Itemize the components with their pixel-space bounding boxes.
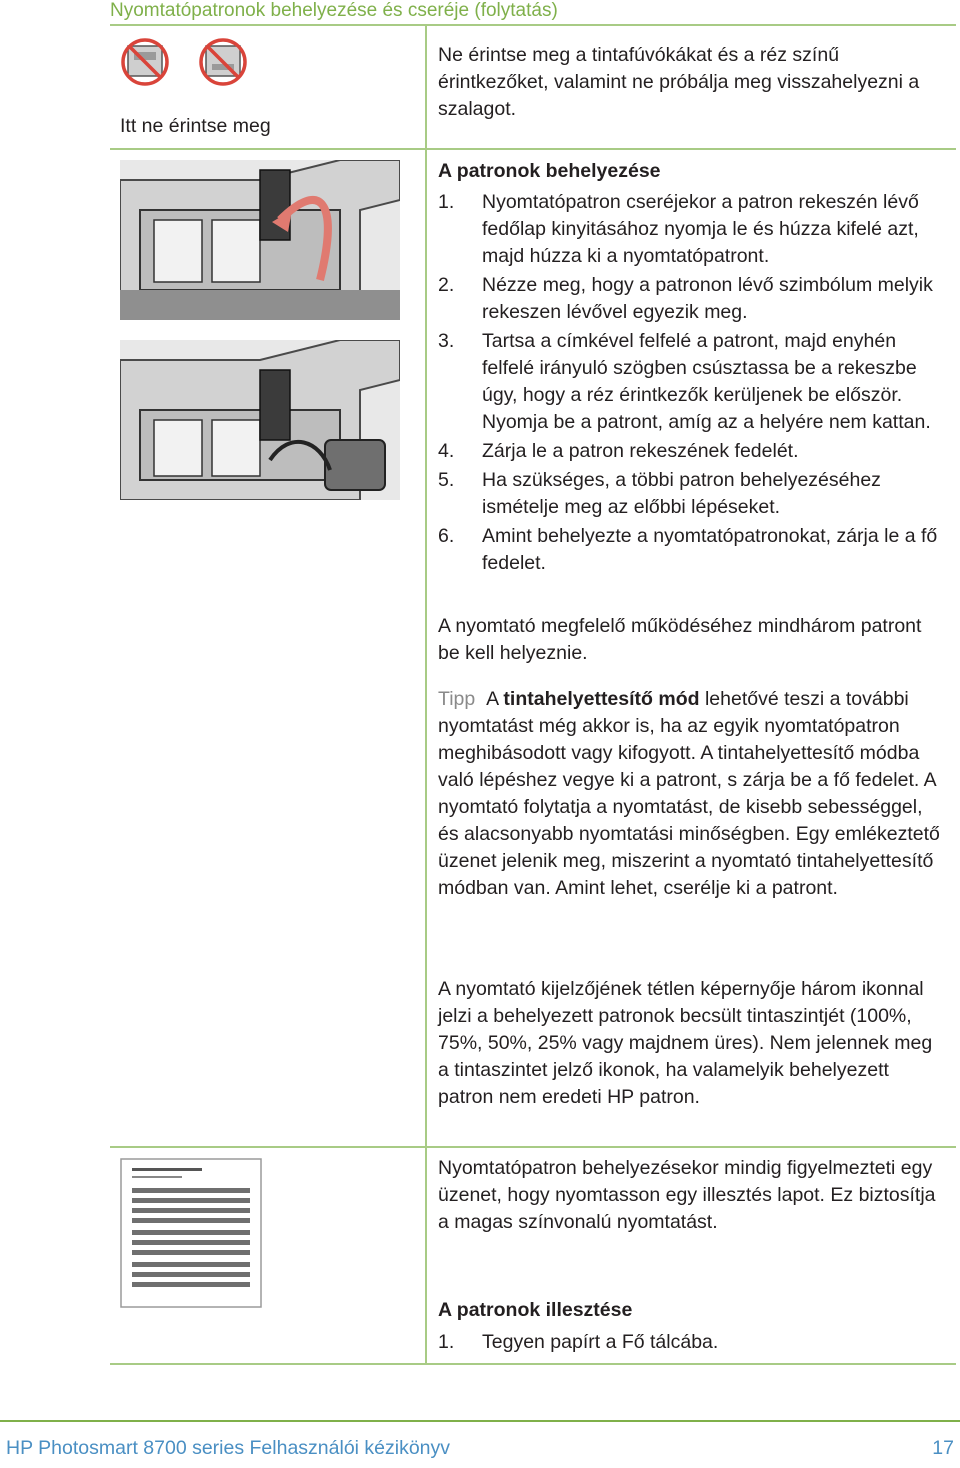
- page-footer: [0, 1420, 960, 1468]
- list-item: [438, 272, 943, 326]
- row-rule: [110, 1146, 956, 1148]
- align-heading: A patronok illesztése: [438, 1299, 633, 1321]
- step-number: 4.: [438, 440, 455, 462]
- page-number: 17: [932, 1437, 954, 1459]
- tip-paragraph: [438, 686, 943, 902]
- step-number: 6.: [438, 525, 455, 547]
- step-text: Nézze meg, hogy a patronon lévő szimbólum melyik rekeszen lévővel egyezik meg.: [482, 274, 933, 323]
- no-touch-text: Ne érintse meg a tintafúvókákat és a réz színű érintkezőket, valamint ne próbálja meg visszahelyezni a szalagot.: [438, 44, 920, 120]
- list-item: [438, 438, 943, 465]
- step-text: Nyomtatópatron cseréjekor a patron rekeszén lévő fedőlap kinyitásához nyomja le és húzza kifelé azt, majd húzza ki a nyomtatópatront.: [482, 191, 919, 267]
- header-rule: [110, 24, 956, 26]
- step-number: 2.: [438, 274, 455, 296]
- align-intro: Nyomtatópatron behelyezésekor mindig figyelmezteti egy üzenet, hogy nyomtasson egy illesztés lapot. Ez biztosítja a magas színvonalú nyomtatást.: [438, 1157, 936, 1233]
- row-rule: [110, 1363, 956, 1365]
- column-divider: [425, 26, 427, 1364]
- step-number: 1.: [438, 191, 455, 213]
- list-item: [438, 189, 943, 270]
- step-number: 5.: [438, 469, 455, 491]
- step-text: Amint behelyezte a nyomtatópatronokat, zárja le a fő fedelet.: [482, 525, 938, 574]
- display-paragraph: A nyomtató kijelzőjének tétlen képernyője három ikonnal jelzi a behelyezett patronok becsült tintaszintjét (100%, 75%, 50%, 25% vagy majdnem üres). Nem jelennek meg a tintaszintet jelző ikonok, ha valamelyik behelyezett patron nem eredeti HP patron.: [438, 978, 933, 1108]
- align-steps-list: [438, 1329, 943, 1356]
- list-item: [438, 467, 943, 521]
- list-item: [438, 1329, 943, 1356]
- footer-title: HP Photosmart 8700 series Felhasználói kézikönyv: [6, 1437, 451, 1459]
- no-touch-label: Itt ne érintse meg: [120, 115, 271, 137]
- list-item: [438, 523, 943, 577]
- insert-heading: A patronok behelyezése: [438, 160, 661, 182]
- tip-bold-term: tintahelyettesítő mód: [503, 688, 700, 710]
- no-touch-illustrations: [118, 34, 258, 95]
- tip-pre: A: [486, 688, 504, 710]
- insert-steps-list: [438, 189, 943, 577]
- alignment-page-illustration: [120, 1158, 262, 1313]
- step-number: 3.: [438, 330, 455, 352]
- insert-illustration-1: [120, 160, 400, 325]
- step-text: Tartsa a címkével felfelé a patront, majd enyhén felfelé irányuló szögben csúsztassa be a rekeszbe úgy, hogy a réz érintkezők kerüljenek be először. Nyomja be a patront, amíg az a helyére nem kattan.: [482, 330, 931, 433]
- step-number: 1.: [438, 1331, 455, 1353]
- tip-rest: lehetővé teszi a további nyomtatást még akkor is, ha az egyik nyomtatópatron meghibásodott vagy kifogyott. A tintahelyettesítő módba való lépéshez vegye ki a patront, s zárja be a fő fedelet. A nyomtató folytatja a nyomtatást, de kisebb sebességgel, és alacsonyabb nyomtatási minőségben. Egy emlékeztető üzenet jelenik meg, miszerint a nyomtató tintahelyettesítő módban van. Amint lehet, cserélje ki a patront.: [438, 688, 940, 899]
- row-rule: [110, 148, 956, 150]
- step-text: Tegyen papírt a Fő tálcába.: [482, 1331, 719, 1353]
- section-header: Nyomtatópatronok behelyezése és cseréje (folytatás): [110, 0, 558, 21]
- tip-label: Tipp: [438, 688, 476, 710]
- insert-note: A nyomtató megfelelő működéséhez mindhárom patront be kell helyeznie.: [438, 615, 922, 664]
- step-text: Ha szükséges, a többi patron behelyezéséhez ismételje meg az előbbi lépéseket.: [482, 469, 881, 518]
- step-text: Zárja le a patron rekeszének fedelét.: [482, 440, 799, 462]
- footer-rule: [0, 1420, 960, 1422]
- no-touch-icon: [118, 34, 258, 90]
- insert-illustration-2: [120, 340, 400, 505]
- list-item: [438, 328, 943, 436]
